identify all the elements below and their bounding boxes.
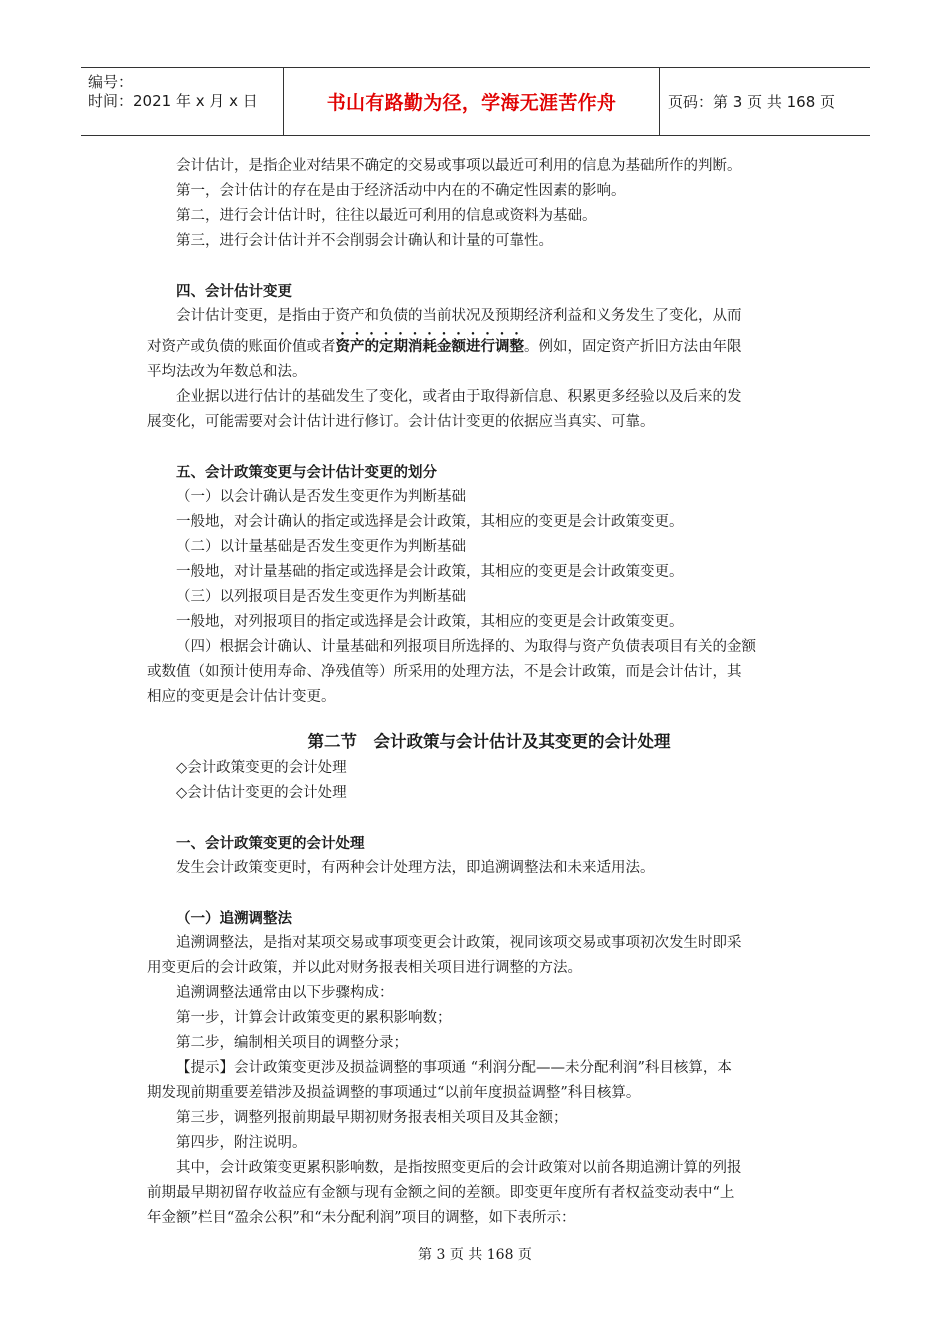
paragraph: 第一，会计估计的存在是由于经济活动中内在的不确定性因素的影响。 <box>176 183 626 199</box>
paragraph: 追溯调整法，是指对某项交易或事项变更会计政策，视同该项交易或事项初次发生时即采 <box>176 935 742 951</box>
paragraph: 一般地，对列报项目的指定或选择是会计政策，其相应的变更是会计政策变更。 <box>176 614 684 630</box>
document-date: 时间：2021 年 x 月 x 日 <box>88 92 258 110</box>
list-item: ◇会计政策变更的会计处理 <box>176 760 347 776</box>
heading-retrospective-method: （一）追溯调整法 <box>176 910 292 927</box>
text-run: 对资产或负债的账面价值或者 <box>147 339 336 355</box>
paragraph: （四）根据会计确认、计量基础和列报项目所选择的、为取得与资产负债表项目有关的金额 <box>176 639 756 655</box>
paragraph: 第一步，计算会计政策变更的累积影响数； <box>176 1010 452 1026</box>
header-motto: 书山有路勤为径，学海无涯苦作舟 <box>326 92 617 114</box>
paragraph: 展变化，可能需要对会计估计进行修订。会计估计变更的依据应当真实、可靠。 <box>147 414 655 430</box>
paragraph: 会计估计变更，是指由于资产和负债的当前状况及预期经济利益和义务发生了变化，从而 <box>176 308 742 324</box>
text-run: 。例如，固定资产折旧方法由年限 <box>524 339 742 355</box>
paragraph: 发生会计政策变更时，有两种会计处理方法，即追溯调整法和未来适用法。 <box>176 860 655 876</box>
paragraph: 第四步，附注说明。 <box>176 1135 307 1151</box>
document-body <box>147 154 807 1231</box>
header-motto-cell <box>284 68 660 135</box>
heading-policy-vs-estimate: 五、会计政策变更与会计估计变更的划分 <box>176 464 437 481</box>
paragraph: 用变更后的会计政策，并以此对财务报表相关项目进行调整的方法。 <box>147 960 582 976</box>
paragraph: 第二，进行会计估计时，往往以最近可利用的信息或资料为基础。 <box>176 208 597 224</box>
paragraph: 会计估计，是指企业对结果不确定的交易或事项以最近可利用的信息为基础所作的判断。 <box>176 158 742 174</box>
paragraph: 一般地，对会计确认的指定或选择是会计政策，其相应的变更是会计政策变更。 <box>176 514 684 530</box>
paragraph: 平均法改为年数总和法。 <box>147 364 307 380</box>
emphasized-text: 资产的定期消耗金额进行调整 <box>335 338 524 355</box>
page-footer: 第 3 页 共 168 页 <box>418 1247 532 1263</box>
paragraph: 期发现前期重要差错涉及损益调整的事项通过“以前年度损益调整”科目核算。 <box>147 1085 641 1101</box>
paragraph: （二）以计量基础是否发生变更作为判断基础 <box>176 539 466 555</box>
header-page-info: 页码：第 3 页 共 168 页 <box>668 93 836 111</box>
paragraph: 追溯调整法通常由以下步骤构成： <box>176 985 394 1001</box>
paragraph: 年金额”栏目“盈余公积”和“未分配利润”项目的调整，如下表所示： <box>147 1210 576 1226</box>
paragraph: 相应的变更是会计估计变更。 <box>147 689 336 705</box>
list-item: ◇会计估计变更的会计处理 <box>176 785 347 801</box>
header-meta <box>81 68 284 135</box>
document-number: 编号： <box>88 73 134 91</box>
paragraph: （一）以会计确认是否发生变更作为判断基础 <box>176 489 466 505</box>
paragraph: 一般地，对计量基础的指定或选择是会计政策，其相应的变更是会计政策变更。 <box>176 564 684 580</box>
heading-estimate-change: 四、会计估计变更 <box>176 283 292 300</box>
paragraph: 第三，进行会计估计并不会削弱会计确认和计量的可靠性。 <box>176 233 553 249</box>
heading-policy-change-treatment: 一、会计政策变更的会计处理 <box>176 835 365 852</box>
paragraph: 前期最早期初留存收益应有金额与现有金额之间的差额。即变更年度所有者权益变动表中“上 <box>147 1185 735 1201</box>
paragraph: 或数值（如预计使用寿命、净残值等）所采用的处理方法，不是会计政策，而是会计估计，其 <box>147 664 742 680</box>
paragraph: 第二步，编制相关项目的调整分录； <box>176 1035 408 1051</box>
paragraph: 企业据以进行估计的基础发生了变化，或者由于取得新信息、积累更多经验以及后来的发 <box>176 389 742 405</box>
paragraph: 其中，会计政策变更累积影响数，是指按照变更后的会计政策对以前各期追溯计算的列报 <box>176 1160 742 1176</box>
section-title: 第二节 会计政策与会计估计及其变更的会计处理 <box>307 732 671 751</box>
paragraph <box>147 329 807 360</box>
paragraph: 第三步，调整列报前期最早期初财务报表相关项目及其金额； <box>176 1110 568 1126</box>
page-header <box>81 67 870 136</box>
paragraph: （三）以列报项目是否发生变更作为判断基础 <box>176 589 466 605</box>
tip-paragraph: 【提示】会计政策变更涉及损益调整的事项通 “利润分配——未分配利润”科目核算，本 <box>176 1060 732 1076</box>
